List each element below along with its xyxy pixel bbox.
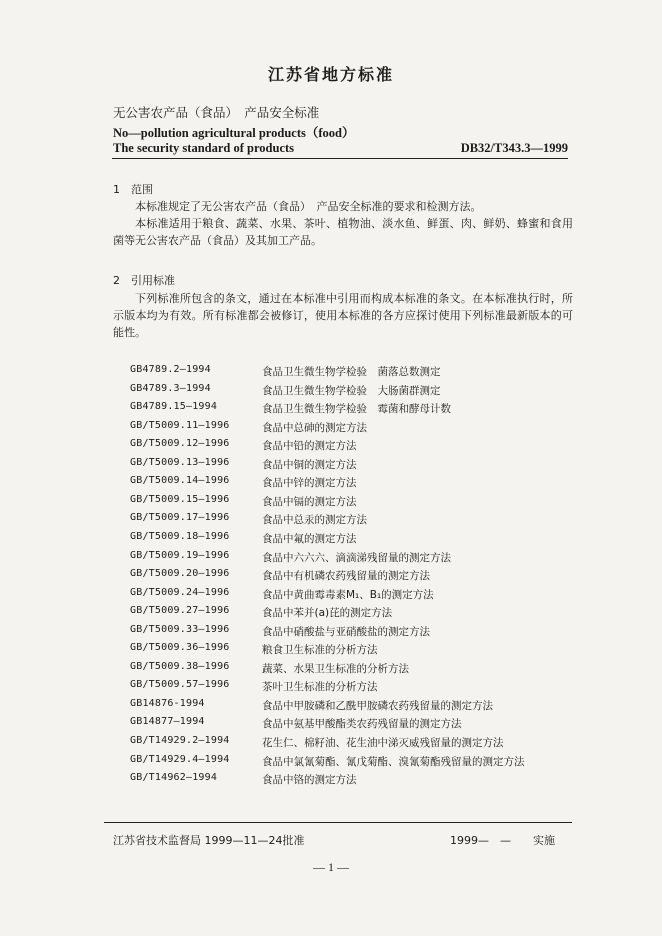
reference-code: GB/T5009.17—1996 [130, 512, 230, 524]
reference-code: GB/T5009.33—1996 [130, 623, 230, 635]
section-2-number: 2 [113, 274, 120, 287]
reference-code: GB14877—1994 [130, 716, 205, 728]
reference-title: 食品中氨基甲酸酯类农药残留量的测定方法 [262, 718, 462, 731]
reference-code: GB/T5009.15—1996 [130, 493, 230, 505]
reference-code: GB14876-1994 [130, 697, 205, 709]
section-1-heading [113, 181, 153, 197]
reference-title: 食品中总汞的测定方法 [262, 514, 367, 527]
reference-code: GB4789.15—1994 [130, 401, 218, 413]
reference-code: GB/T5009.36—1996 [130, 642, 230, 654]
reference-code: GB/T14929.2—1994 [130, 735, 230, 746]
reference-title: 蔬菜、水果卫生标准的分析方法 [262, 662, 409, 675]
reference-title: 食品中黄曲霉毒素M₁、B₁的测定方法 [262, 588, 434, 601]
document-title: 江苏省地方标准 [267, 65, 394, 84]
page-number: — 1 — [313, 860, 349, 874]
english-standard-subtitle: The security standard of products [113, 141, 295, 155]
reference-title: 食品中氟的测定方法 [262, 532, 357, 545]
section-2-heading [113, 272, 175, 288]
section-2-paragraph-1: 下列标准所包含的条文，通过在本标准中引用而构成本标准的条文。在本标准执行时，所示版本均为有效。所有标准都会被修订，使用本标准的各方应探讨使用下列标准最新版本的可能性。 [113, 292, 573, 339]
reference-title: 食品中有机磷农药残留量的测定方法 [262, 570, 430, 583]
reference-title: 茶叶卫生标准的分析方法 [262, 681, 378, 694]
reference-code: GB/T5009.18—1996 [130, 530, 230, 542]
reference-title: 食品中铬的测定方法 [262, 774, 357, 787]
reference-code: GB/T5009.24—1996 [130, 586, 230, 598]
reference-title: 食品中总砷的测定方法 [262, 421, 367, 434]
reference-code: GB/T5009.20—1996 [130, 568, 230, 580]
reference-title: 食品中铅的测定方法 [262, 440, 357, 453]
reference-title: 食品卫生微生物学检验 霉菌和酵母计数 [262, 403, 451, 416]
reference-title: 食品中氯氰菊酯、氰戊菊酯、溴氰菊酯残留量的测定方法 [262, 755, 525, 768]
section-2-title: 引用标准 [131, 274, 175, 287]
english-standard-title: No—pollution agricultural products（food） [113, 126, 355, 140]
reference-title: 食品中六六六、滴滴涕残留量的测定方法 [262, 551, 451, 564]
section-1-number: 1 [113, 183, 120, 196]
reference-title: 食品中甲胺磷和乙酰甲胺磷农药残留量的测定方法 [262, 699, 493, 712]
implementation-line: 1999— — 实施 [450, 834, 555, 847]
reference-title: 食品中硝酸盐与亚硝酸盐的测定方法 [262, 625, 430, 638]
reference-title: 花生仁、棉籽油、花生油中涕灭威残留量的测定方法 [262, 737, 504, 749]
reference-title: 食品中苯并(a)芘的测定方法 [262, 607, 393, 620]
reference-code: GB/T14929.4—1994 [130, 753, 230, 765]
footer-divider [104, 822, 572, 823]
reference-title: 食品中铜的测定方法 [262, 458, 357, 471]
reference-code: GB/T5009.13—1996 [130, 456, 230, 468]
reference-code: GB4789.2—1994 [130, 364, 211, 375]
reference-code: GB/T5009.19—1996 [130, 549, 230, 561]
standard-code: DB32/T343.3—1999 [460, 141, 568, 155]
chinese-standard-title: 无公害农产品（食品） 产品安全标准 [113, 105, 320, 120]
reference-code: GB4789.3—1994 [130, 382, 211, 394]
reference-code: GB/T5009.38—1996 [130, 660, 230, 672]
section-1-title: 范围 [131, 183, 153, 196]
reference-code: GB/T5009.12—1996 [130, 438, 230, 450]
reference-code: GB/T5009.57—1996 [130, 679, 230, 691]
reference-code: GB/T14962—1994 [130, 772, 218, 784]
reference-title: 食品卫生微生物学检验 菌落总数测定 [262, 366, 441, 378]
reference-title: 食品中锌的测定方法 [262, 477, 357, 490]
reference-title: 食品卫生微生物学检验 大肠菌群测定 [262, 384, 441, 397]
approval-line: 江苏省技术监督局 1999—11—24批准 [113, 834, 305, 847]
section-1-paragraph-1: 本标准规定了无公害农产品（食品） 产品安全标准的要求和检测方法。 [135, 200, 482, 213]
reference-code: GB/T5009.11—1996 [130, 419, 230, 431]
header-divider [112, 158, 568, 159]
reference-title: 食品中镉的测定方法 [262, 495, 357, 508]
section-1-paragraph-2: 本标准适用于粮食、蔬菜、水果、茶叶、植物油、淡水鱼、鲜蛋、肉、鲜奶、蜂蜜和食用菌等无公害农产品（食品）及其加工产品。 [113, 217, 573, 247]
reference-code: GB/T5009.27—1996 [130, 605, 230, 617]
reference-title: 粮食卫生标准的分析方法 [262, 644, 378, 657]
reference-code: GB/T5009.14—1996 [130, 475, 230, 487]
